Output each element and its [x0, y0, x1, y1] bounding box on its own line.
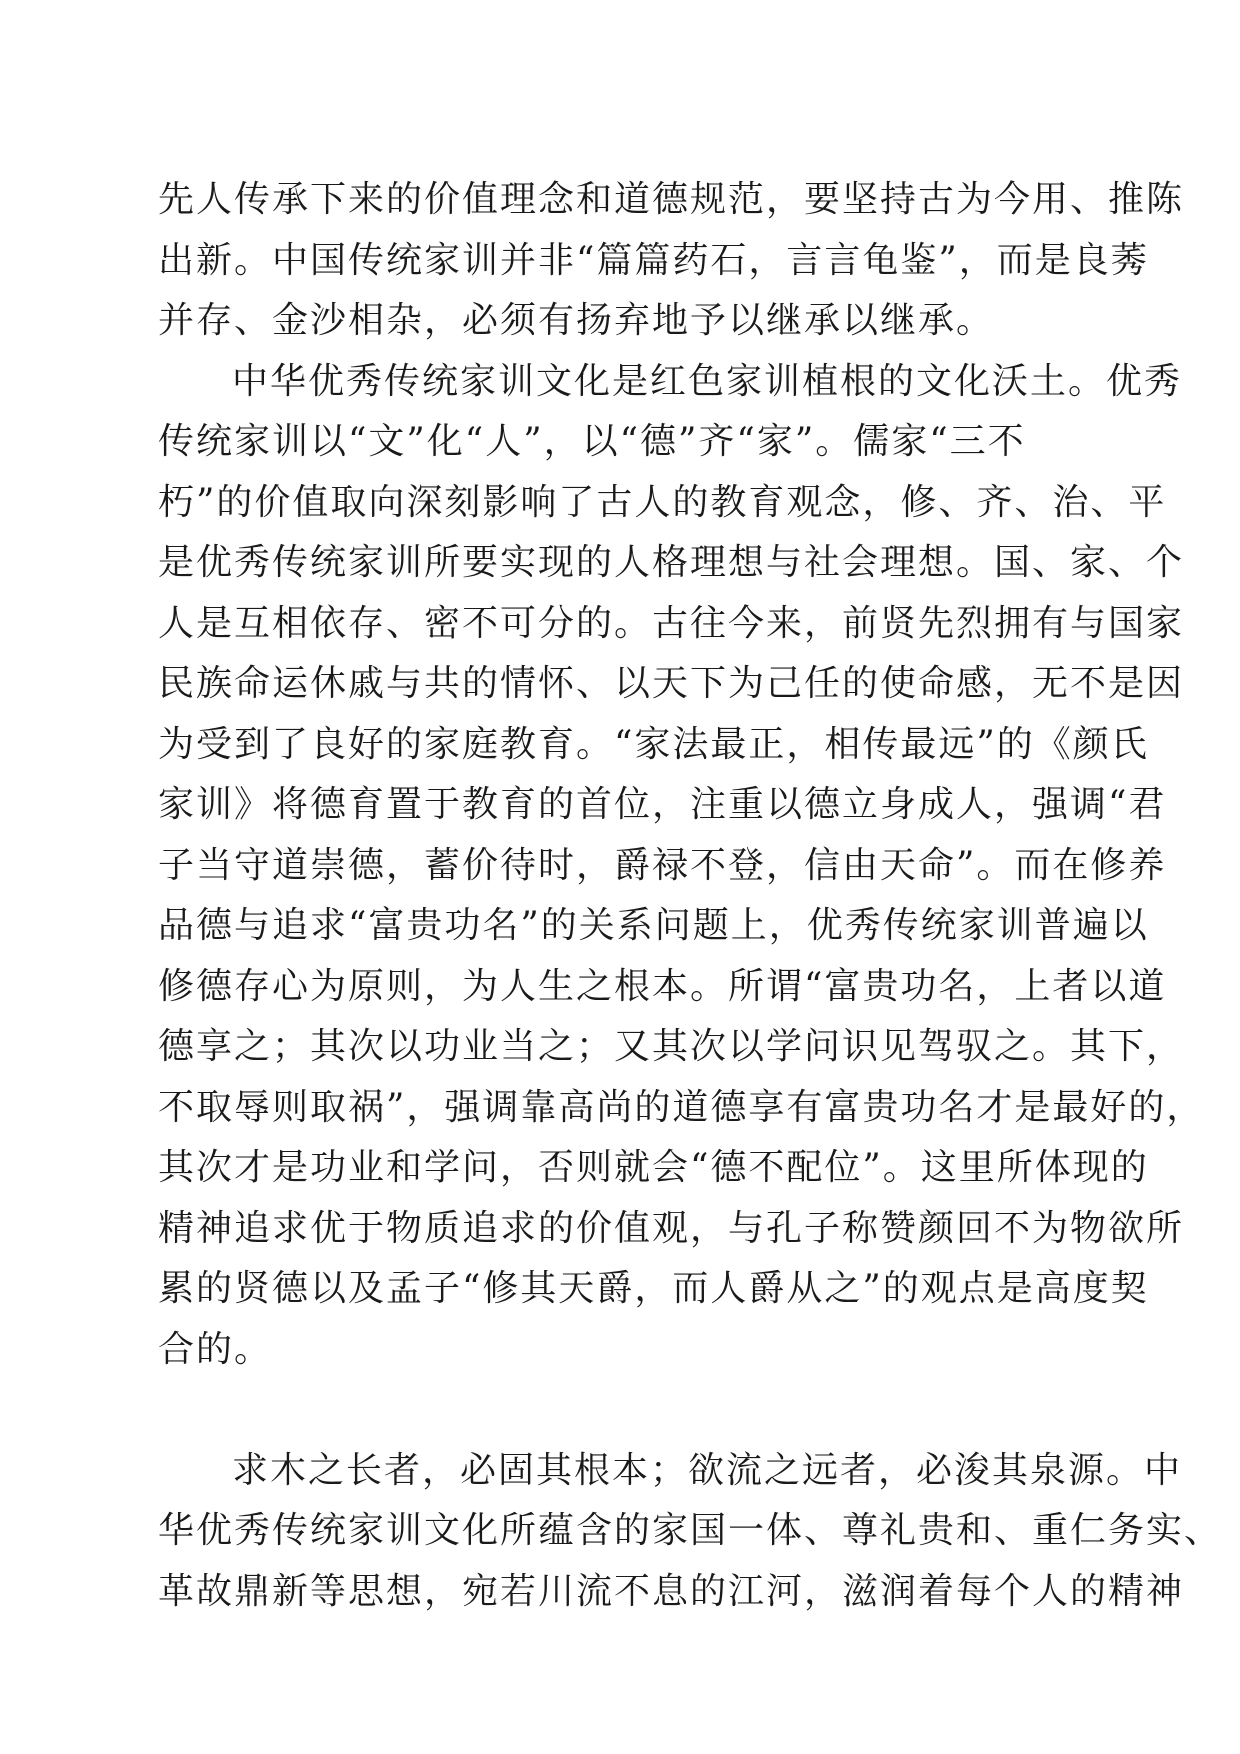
text-line: 精神追求优于物质追求的价值观，与孔子称赞颜回不为物欲所	[158, 1207, 1185, 1249]
text-line: 人是互相依存、密不可分的。古往今来，前贤先烈拥有与国家	[158, 602, 1185, 644]
text-line: 家训》将德育置于教育的首位，注重以德立身成人，强调“君	[158, 784, 1167, 825]
text-line: 累的贤德以及孟子“修其天爵，而人爵从之”的观点是高度契	[158, 1268, 1149, 1309]
text-line: 华优秀传统家训文化所蕴含的家国一体、尊礼贵和、重仁务实、	[158, 1510, 1223, 1551]
text-line: 出新。中国传统家训并非“篇篇药石，言言龟鉴”，而是良莠	[158, 239, 1149, 281]
text-line: 先人传承下来的价值理念和道德规范，要坚持古为今用、推陈	[158, 179, 1185, 220]
text-line: 修德存心为原则，为人生之根本。所谓“富贵功名，上者以道	[158, 965, 1167, 1007]
text-line: 为受到了良好的家庭教育。“家法最正，相传最远”的《颜氏	[158, 723, 1149, 765]
text-line: 品德与追求“富贵功名”的关系问题上，优秀传统家训普遍以	[158, 905, 1149, 946]
text-line: 子当守道崇德，蓄价待时，爵禄不登，信由天命”。而在修养	[158, 844, 1167, 886]
text-line: 合的。	[158, 1328, 273, 1370]
text-line: 是优秀传统家训所要实现的人格理想与社会理想。国、家、个	[158, 542, 1185, 583]
text-line: 朽”的价值取向深刻影响了古人的教育观念，修、齐、治、平	[158, 481, 1167, 523]
text-line: 革故鼎新等思想，宛若川流不息的江河，滋润着每个人的精神	[158, 1570, 1185, 1612]
text-line	[158, 1380, 1082, 1441]
text-line: 中华优秀传统家训文化是红色家训植根的文化沃土。优秀	[232, 360, 1183, 402]
text-line: 民族命运休戚与共的情怀、以天下为己任的使命感，无不是因	[158, 663, 1185, 704]
text-line: 德享之；其次以功业当之；又其次以学问识见驾驭之。其下，	[158, 1026, 1185, 1067]
document-body	[158, 170, 1223, 1622]
text-line: 并存、金沙相杂，必须有扬弃地予以继承以继承。	[158, 300, 995, 341]
text-line: 传统家训以“文”化“人”，以“德”齐“家”。儒家“三不	[158, 421, 1026, 462]
text-line: 其次才是功业和学问，否则就会“德不配位”。这里所体现的	[158, 1147, 1149, 1188]
text-line: 不取辱则取祸”，强调靠高尚的道德享有富贵功名才是最好的，	[158, 1086, 1205, 1128]
text-line: 求木之长者，必固其根本；欲流之远者，必浚其泉源。中	[232, 1449, 1183, 1491]
